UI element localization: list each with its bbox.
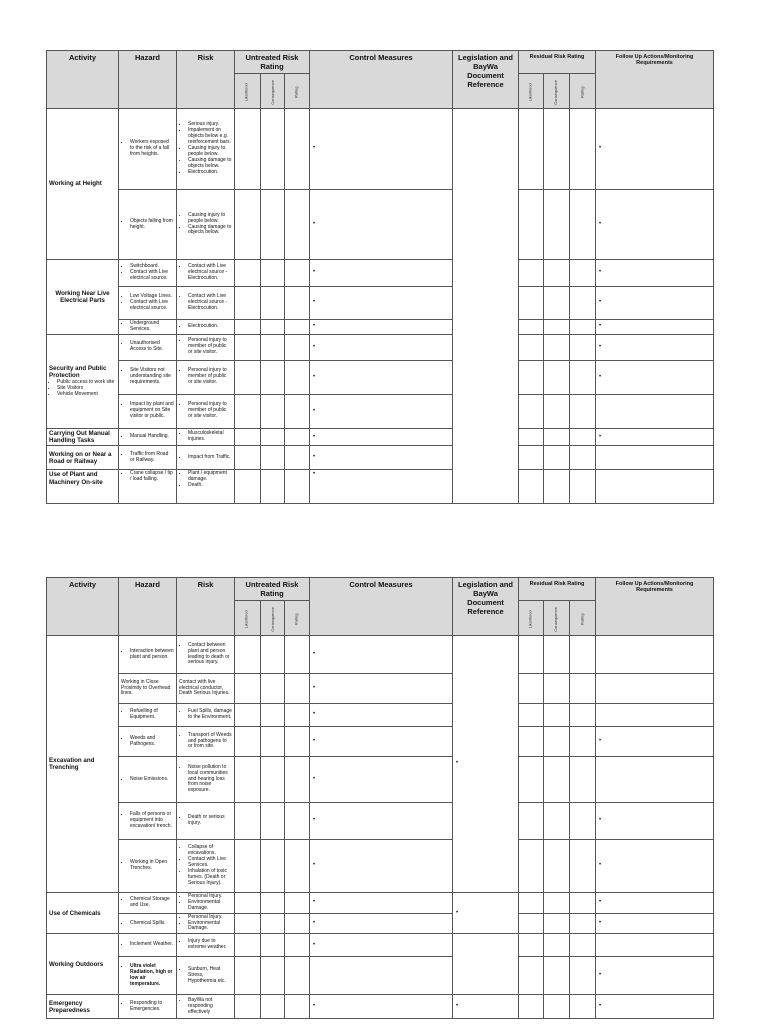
control-measures-cell: •	[310, 913, 453, 934]
risk-cell: • BayWa not responding effectively	[177, 995, 235, 1019]
risk-cell: • Contact with Live electrical source - Electrocution.	[177, 287, 235, 320]
control-measures-cell	[310, 957, 453, 995]
activity-cell: Use of Plant and Machinery On-site	[47, 470, 119, 504]
table-row	[47, 394, 714, 428]
activity-cell: Working on or Near a Road or Railway	[47, 446, 119, 470]
header-control-measures: Control Measures	[310, 51, 453, 109]
risk-cell: • Personal injury to member of public or site visitor.	[177, 334, 235, 360]
risk-cell: Contact with live electrical conductor, Death Serious Injuries.	[177, 674, 235, 704]
control-measures-cell: •	[310, 394, 453, 428]
follow-up-cell: •	[596, 727, 714, 757]
header-consequence: Consequence	[544, 74, 570, 109]
risk-cell: • Transport of Weeds and pathogens to or from site.	[177, 727, 235, 757]
header-hazard: Hazard	[119, 578, 177, 636]
risk-cell: • Impact from Traffic.	[177, 446, 235, 470]
follow-up-cell	[596, 934, 714, 957]
control-measures-cell: •	[310, 470, 453, 504]
table-row	[47, 260, 714, 287]
table-row	[47, 893, 714, 914]
table-row	[47, 320, 714, 335]
control-measures-cell: •	[310, 260, 453, 287]
follow-up-cell: •	[596, 995, 714, 1019]
table-row	[47, 995, 714, 1019]
legislation-cell: •	[453, 636, 519, 893]
table-row	[47, 674, 714, 704]
activity-cell: Use of Chemicals	[47, 893, 119, 934]
hazard-cell: • Responding to Emergencies.	[119, 995, 177, 1019]
hazard-cell: • Crane collapse / tip / load falling.	[119, 470, 177, 504]
control-measures-cell: •	[310, 446, 453, 470]
hazard-cell: • Manual Handling.	[119, 428, 177, 446]
hazard-cell: • Switchboard. • Contact with Live electrical source.	[119, 260, 177, 287]
legislation-cell: •	[453, 893, 519, 934]
risk-cell: • Noise pollution to local communities and hearing loss from noise exposure.	[177, 757, 235, 803]
risk-cell: • Contact between plant and person leading to death or serious injury.	[177, 636, 235, 674]
header-risk: Risk	[177, 51, 235, 109]
hazard-cell: • Low Voltage Lines. • Contact with Live electrical source.	[119, 287, 177, 320]
hazard-cell: • Refuelling of Equipment.	[119, 704, 177, 727]
risk-cell: • Personal injury to member of public or site visitor.	[177, 394, 235, 428]
risk-cell: • Fuel Spills, damage to the Environment.	[177, 704, 235, 727]
table-row	[47, 957, 714, 995]
header-hazard: Hazard	[119, 51, 177, 109]
follow-up-cell: •	[596, 334, 714, 360]
hazard-cell: • Site Visitors not understanding site requirements.	[119, 360, 177, 394]
table-row	[47, 190, 714, 260]
control-measures-cell: •	[310, 840, 453, 893]
follow-up-cell: •	[596, 913, 714, 934]
hazard-cell: • Weeds and Pathogens.	[119, 727, 177, 757]
header-rating: Rating	[285, 74, 310, 109]
risk-cell: • Causing injury to people below. • Causing damage to objects below.	[177, 190, 235, 260]
risk-cell: • Injury due to extreme weather.	[177, 934, 235, 957]
activity-cell: Carrying Out Manual Handling Tasks	[47, 428, 119, 446]
table-row	[47, 803, 714, 840]
hazard-cell: • Noise Emissions.	[119, 757, 177, 803]
control-measures-cell: •	[310, 934, 453, 957]
activity-cell: Working at Height	[47, 109, 119, 260]
follow-up-cell: •	[596, 109, 714, 190]
hazard-cell: • Impact by plant and equipment on Site visitor or public.	[119, 394, 177, 428]
control-measures-cell: •	[310, 803, 453, 840]
hazard-cell: • Chemical Spills.	[119, 913, 177, 934]
activity-cell: Emergency Preparedness	[47, 995, 119, 1019]
risk-cell: • Electrocution.	[177, 320, 235, 335]
risk-table-2	[46, 577, 714, 1019]
follow-up-cell: •	[596, 803, 714, 840]
header-control-measures: Control Measures	[310, 578, 453, 636]
risk-cell: • Collapse of excavations. • Contact with Live Services. • Inhalation of toxic fumes. (Death or Serious Injury).	[177, 840, 235, 893]
table-row	[47, 704, 714, 727]
follow-up-cell: •	[596, 840, 714, 893]
hazard-cell: • Unauthorised Access to Site.	[119, 334, 177, 360]
follow-up-cell: •	[596, 260, 714, 287]
header-rating: Rating	[570, 74, 596, 109]
control-measures-cell: •	[310, 727, 453, 757]
hazard-cell: • Interaction between plant and person.	[119, 636, 177, 674]
header-risk: Risk	[177, 578, 235, 636]
follow-up-cell: •	[596, 428, 714, 446]
follow-up-cell	[596, 704, 714, 727]
header-consequence: Consequence	[261, 601, 285, 636]
table-row	[47, 727, 714, 757]
hazard-cell: Working in Close Proximity to Overhead lines.	[119, 674, 177, 704]
header-residual-risk-rating: Residual Risk Rating	[519, 51, 596, 74]
table-row	[47, 934, 714, 957]
hazard-cell: • Objects falling from height.	[119, 190, 177, 260]
hazard-cell: • Ultra violet Radiation, high or low air temperature.	[119, 957, 177, 995]
control-measures-cell: •	[310, 287, 453, 320]
follow-up-cell: •	[596, 287, 714, 320]
risk-table-1	[46, 50, 714, 504]
follow-up-cell: •	[596, 320, 714, 335]
control-measures-cell: •	[310, 190, 453, 260]
risk-cell: • Serious injury. • Impalement on objects below e.g. reinforcement bars. • Causing injury to people below. • Causing damage to objects below. • Electrocution.	[177, 109, 235, 190]
hazard-cell: • Underground Services.	[119, 320, 177, 335]
header-follow-up: Follow Up Actions/Monitoring Requirements	[596, 51, 714, 109]
risk-cell: • Contact with Live electrical source - Electrocution.	[177, 260, 235, 287]
follow-up-cell	[596, 394, 714, 428]
header-untreated-risk-rating: Untreated Risk Rating	[235, 578, 310, 601]
header-untreated-risk-rating: Untreated Risk Rating	[235, 51, 310, 74]
table-row	[47, 287, 714, 320]
control-measures-cell: •	[310, 636, 453, 674]
control-measures-cell: •	[310, 995, 453, 1019]
table-row	[47, 636, 714, 674]
activity-cell: Security and Public Protection • Public access to work site • Site Visitors • Vehicle Movement	[47, 334, 119, 428]
header-likelihood: Likelihood	[519, 601, 544, 636]
table-row	[47, 360, 714, 394]
follow-up-cell: •	[596, 360, 714, 394]
risk-cell: • Plant / equipment damage. • Death.	[177, 470, 235, 504]
header-likelihood: Likelihood	[235, 601, 261, 636]
legislation-cell: •	[453, 995, 519, 1019]
legislation-cell	[453, 934, 519, 995]
header-activity: Activity	[47, 578, 119, 636]
risk-cell: • Death or serious injury.	[177, 803, 235, 840]
table-row	[47, 428, 714, 446]
table-row	[47, 913, 714, 934]
control-measures-cell: •	[310, 320, 453, 335]
header-legislation: Legislation and BayWa Document Reference	[453, 578, 519, 636]
control-measures-cell: •	[310, 360, 453, 394]
follow-up-cell: •	[596, 190, 714, 260]
activity-cell: Working Outdoors	[47, 934, 119, 995]
header-rating: Rating	[570, 601, 596, 636]
header-activity: Activity	[47, 51, 119, 109]
risk-cell: • Musculoskeletal injuries.	[177, 428, 235, 446]
hazard-cell: • Workers exposed to the risk of a fall from heights.	[119, 109, 177, 190]
control-measures-cell: •	[310, 428, 453, 446]
table-row	[47, 470, 714, 504]
follow-up-cell	[596, 636, 714, 674]
activity-cell: Working Near Live Electrical Parts	[47, 260, 119, 335]
risk-cell: • Personal injury to member of public or site visitor.	[177, 360, 235, 394]
table-row	[47, 446, 714, 470]
control-measures-cell: •	[310, 674, 453, 704]
header-likelihood: Likelihood	[235, 74, 261, 109]
control-measures-cell: •	[310, 109, 453, 190]
header-consequence: Consequence	[544, 601, 570, 636]
legislation-cell	[453, 109, 519, 504]
hazard-cell: • Working in Open Trenches.	[119, 840, 177, 893]
control-measures-cell: •	[310, 757, 453, 803]
risk-cell: • Personal Injury. • Environmental Damage.	[177, 893, 235, 914]
header-legislation: Legislation and BayWa Document Reference	[453, 51, 519, 109]
table-row	[47, 109, 714, 190]
hazard-cell: • Falls of persons or equipment into excavation/ trench.	[119, 803, 177, 840]
follow-up-cell	[596, 446, 714, 470]
hazard-cell: • Traffic from Road or Railway.	[119, 446, 177, 470]
follow-up-cell	[596, 757, 714, 803]
hazard-cell: • Chemical Storage and Use.	[119, 893, 177, 914]
follow-up-cell	[596, 470, 714, 504]
header-likelihood: Likelihood	[519, 74, 544, 109]
header-residual-risk-rating: Residual Risk Rating	[519, 578, 596, 601]
hazard-cell: • Inclement Weather.	[119, 934, 177, 957]
header-follow-up: Follow Up Actions/Monitoring Requirements	[596, 578, 714, 636]
follow-up-cell: •	[596, 957, 714, 995]
risk-cell: • Personal Injury. • Environmental Damage.	[177, 913, 235, 934]
control-measures-cell: •	[310, 704, 453, 727]
header-rating: Rating	[285, 601, 310, 636]
follow-up-cell: •	[596, 893, 714, 914]
activity-cell: Excavation and Trenching	[47, 636, 119, 893]
header-consequence: Consequence	[261, 74, 285, 109]
risk-cell: • Sunburn, Heat Stress, Hypothermia etc.	[177, 957, 235, 995]
control-measures-cell: •	[310, 893, 453, 914]
control-measures-cell: •	[310, 334, 453, 360]
table-row	[47, 840, 714, 893]
table-row	[47, 757, 714, 803]
follow-up-cell	[596, 674, 714, 704]
table-row	[47, 334, 714, 360]
